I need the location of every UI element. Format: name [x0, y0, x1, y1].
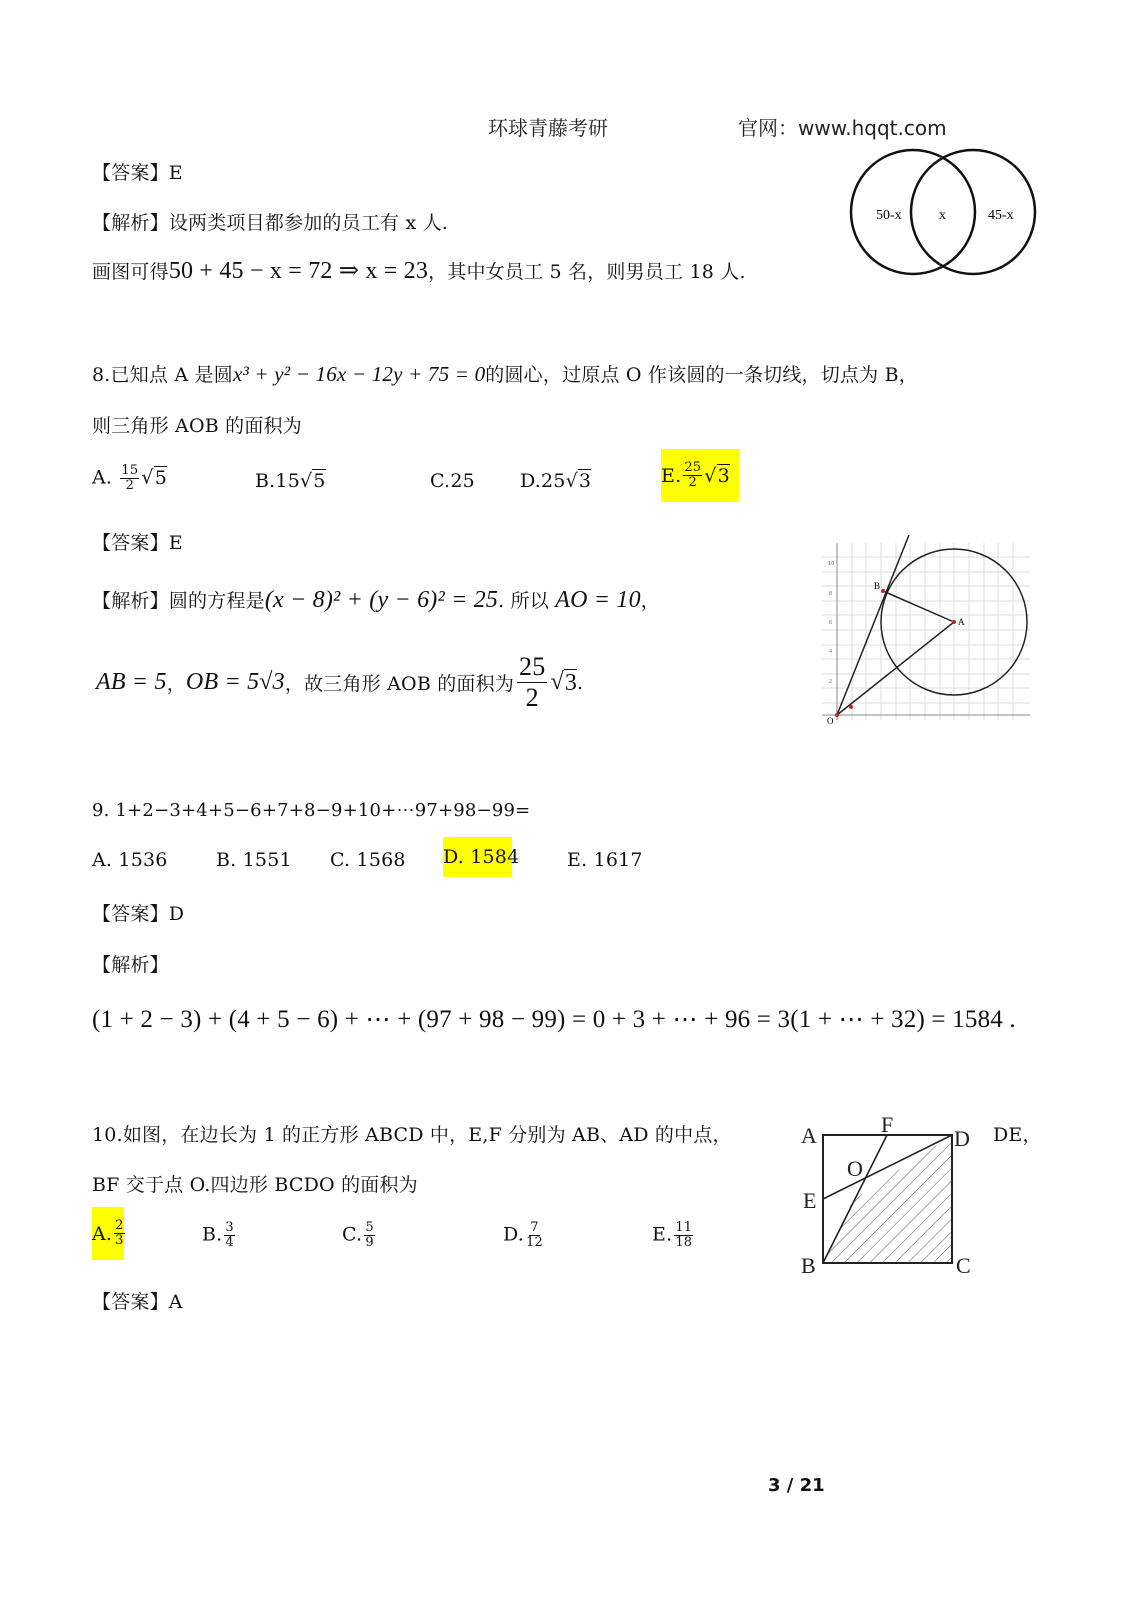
- q10-stem-line2: BF 交于点 O.四边形 BCDO 的面积为: [92, 1174, 418, 1196]
- q9-answer: 【答案】D: [92, 903, 185, 925]
- analysis-math: (x − 8)² + (y − 6)² = 25: [264, 587, 499, 613]
- denominator: 18: [675, 1235, 693, 1250]
- separator: ，: [166, 673, 186, 695]
- grid: [822, 543, 1030, 720]
- q10-option-c[interactable]: [342, 1221, 377, 1250]
- fraction: [364, 1221, 374, 1250]
- q10-stem-line1: 10.如图，在边长为 1 的正方形 ABCD 中，E,F 分别为 AB、AD 的中点，: [92, 1124, 732, 1146]
- q8-analysis-line2: AB = 5 ， OB = 5√3 ，故三角形 AOB 的面积为 $\frac{25}{2}$ √ 3 .: [96, 652, 584, 712]
- numerator: 3: [225, 1220, 234, 1235]
- venn-left-label: 50-x: [876, 208, 902, 223]
- q9-analysis-label: 【解析】: [92, 954, 169, 976]
- q10-option-d[interactable]: [503, 1221, 545, 1250]
- q8-option-b[interactable]: B.15√5: [255, 470, 326, 492]
- q7-analysis-line2: [92, 256, 746, 285]
- q9-option-b[interactable]: B. 1551: [216, 849, 292, 871]
- label-O: O: [847, 1156, 863, 1181]
- stem-prefix: 8.已知点 A 是圆: [92, 364, 233, 386]
- analysis-math2: AO = 10: [555, 587, 641, 613]
- point-O: [835, 713, 839, 717]
- numerator: 25: [684, 460, 702, 475]
- numerator: 15: [121, 463, 139, 478]
- label-O: O: [827, 716, 834, 725]
- point-A: [952, 620, 956, 624]
- label-B: B: [801, 1253, 816, 1278]
- option-value: 15: [275, 470, 300, 492]
- point-B: [881, 589, 885, 593]
- header-brand: 环球青藤考研: [488, 116, 608, 140]
- numerator: 25: [519, 652, 546, 681]
- q8-tangent-figure: [812, 535, 1032, 725]
- q9-option-c[interactable]: C. 1568: [330, 849, 406, 871]
- label-A: A: [801, 1123, 817, 1148]
- q9-stem: 9. 1+2−3+4+5−6+7+8−9+10+⋯97+98−99=: [92, 800, 531, 821]
- analysis-label: 【解析】: [92, 590, 169, 612]
- label-D: D: [954, 1126, 970, 1151]
- analysis-mid: ，故三角形 AOB 的面积为: [284, 673, 515, 695]
- q8-answer: 【答案】E: [92, 532, 183, 554]
- option-value: 25: [541, 470, 566, 492]
- numerator: 7: [530, 1220, 539, 1235]
- numerator: 5: [365, 1220, 374, 1235]
- denominator: 2: [525, 683, 539, 712]
- segment-AB: [883, 591, 954, 622]
- q10-option-e[interactable]: [652, 1221, 695, 1250]
- fraction: [683, 461, 702, 490]
- label-C: C: [956, 1253, 971, 1278]
- stem-math: x³ + y² − 16x − 12y + 75 = 0: [232, 362, 486, 386]
- radicand: 3: [717, 465, 730, 487]
- q10-answer: 【答案】A: [92, 1291, 183, 1313]
- point-extra: [849, 705, 853, 709]
- page-number: 3 / 21: [768, 1475, 825, 1496]
- q7-answer: 【答案】E: [92, 162, 183, 184]
- y-tick: 2: [829, 679, 833, 685]
- analysis-prefix: 画图可得: [92, 261, 169, 283]
- q10-square-figure: [795, 1108, 985, 1278]
- period: .: [577, 671, 584, 694]
- analysis-suffix: ，: [640, 590, 660, 612]
- q8-option-e-selected[interactable]: E. $\frac{25}{2}$ √ 3: [661, 449, 739, 502]
- y-tick: 4: [829, 649, 833, 655]
- y-tick: 6: [829, 620, 833, 626]
- analysis-math1: AB = 5: [96, 669, 167, 695]
- venn-left-circle: [851, 150, 975, 274]
- denominator: 4: [225, 1235, 234, 1250]
- q10-stem-line1-tail: DE，: [993, 1124, 1042, 1146]
- radicand: 3: [578, 470, 592, 492]
- venn-middle-label: x: [939, 208, 946, 223]
- y-tick: 10: [828, 561, 835, 567]
- analysis-mid: . 所以: [498, 590, 556, 612]
- option-label: C.: [430, 470, 451, 492]
- q8-option-c[interactable]: [430, 470, 475, 492]
- header-site: 官网：www.hqqt.com: [738, 116, 947, 140]
- q8-stem-line2: 则三角形 AOB 的面积为: [92, 415, 302, 437]
- analysis-suffix: ，其中女员工 5 名，则男员工 18 人.: [428, 261, 746, 283]
- label-B: B: [874, 581, 881, 591]
- option-value: 25: [450, 470, 475, 492]
- q8-option-d[interactable]: D.25√3: [520, 470, 592, 492]
- denominator: 2: [125, 478, 135, 493]
- option-label: E.: [661, 464, 682, 487]
- stem-suffix: 的圆心，过原点 O 作该圆的一条切线，切点为 B，: [485, 364, 918, 386]
- option-label: B.: [202, 1223, 223, 1246]
- analysis-math: 50 + 45 − x = 72 ⇒ x = 23: [168, 258, 429, 284]
- denominator: 9: [365, 1235, 374, 1250]
- q8-option-a[interactable]: A. $\frac{15}{2}$ √5: [92, 463, 167, 493]
- fraction: [674, 1221, 693, 1250]
- q7-analysis-line1: [92, 208, 448, 235]
- venn-right-label: 45-x: [988, 208, 1014, 223]
- analysis-label: 【解析】: [92, 212, 169, 234]
- analysis-prefix: 圆的方程是: [168, 590, 265, 612]
- q8-analysis-line1: [92, 586, 660, 614]
- fraction: [224, 1221, 234, 1250]
- radicand: 3: [564, 669, 578, 696]
- venn-right-circle: [911, 150, 1035, 274]
- option-label: C.: [342, 1223, 363, 1246]
- y-tick: 8: [829, 591, 833, 597]
- label-A: A: [958, 617, 965, 627]
- denominator: 3: [115, 1233, 124, 1248]
- analysis-math2: OB = 5√3: [185, 669, 285, 695]
- denominator: 12: [526, 1235, 543, 1250]
- radicand: 5: [313, 470, 326, 492]
- fraction: [517, 652, 547, 713]
- numerator: 11: [675, 1220, 693, 1235]
- fraction: [120, 464, 139, 493]
- fraction: [526, 1221, 543, 1250]
- label-F: F: [881, 1112, 894, 1137]
- venn-diagram: [848, 145, 1038, 280]
- q9-analysis-math: (1 + 2 − 3) + (4 + 5 − 6) + ⋯ + (97 + 98 − 99) = 0 + 3 + ⋯ + 96 = 3(1 + ⋯ + 32) = 1584 .: [92, 1006, 1016, 1033]
- option-label: A.: [92, 466, 113, 489]
- q9-option-e[interactable]: E. 1617: [567, 849, 643, 871]
- q9-option-d-selected[interactable]: D. 1584: [443, 837, 512, 877]
- option-label: D.: [503, 1223, 524, 1246]
- q10-option-b[interactable]: [202, 1221, 237, 1250]
- option-label: B.: [255, 470, 276, 492]
- analysis-text: 设两类项目都参加的员工有 x 人.: [168, 212, 449, 234]
- fraction: [114, 1219, 124, 1248]
- q10-option-a-selected[interactable]: [92, 1207, 124, 1260]
- q8-stem-line1: [92, 360, 918, 387]
- option-label: D.: [520, 470, 541, 492]
- q9-option-a[interactable]: A. 1536: [92, 849, 168, 871]
- label-E: E: [803, 1188, 817, 1213]
- denominator: 2: [688, 475, 698, 490]
- shaded-BCDO: [823, 1135, 952, 1263]
- radicand: 5: [154, 466, 167, 489]
- y-tick-labels: [828, 561, 834, 685]
- option-label: A.: [92, 1222, 113, 1245]
- numerator: 2: [115, 1218, 124, 1233]
- option-label: E.: [652, 1223, 673, 1246]
